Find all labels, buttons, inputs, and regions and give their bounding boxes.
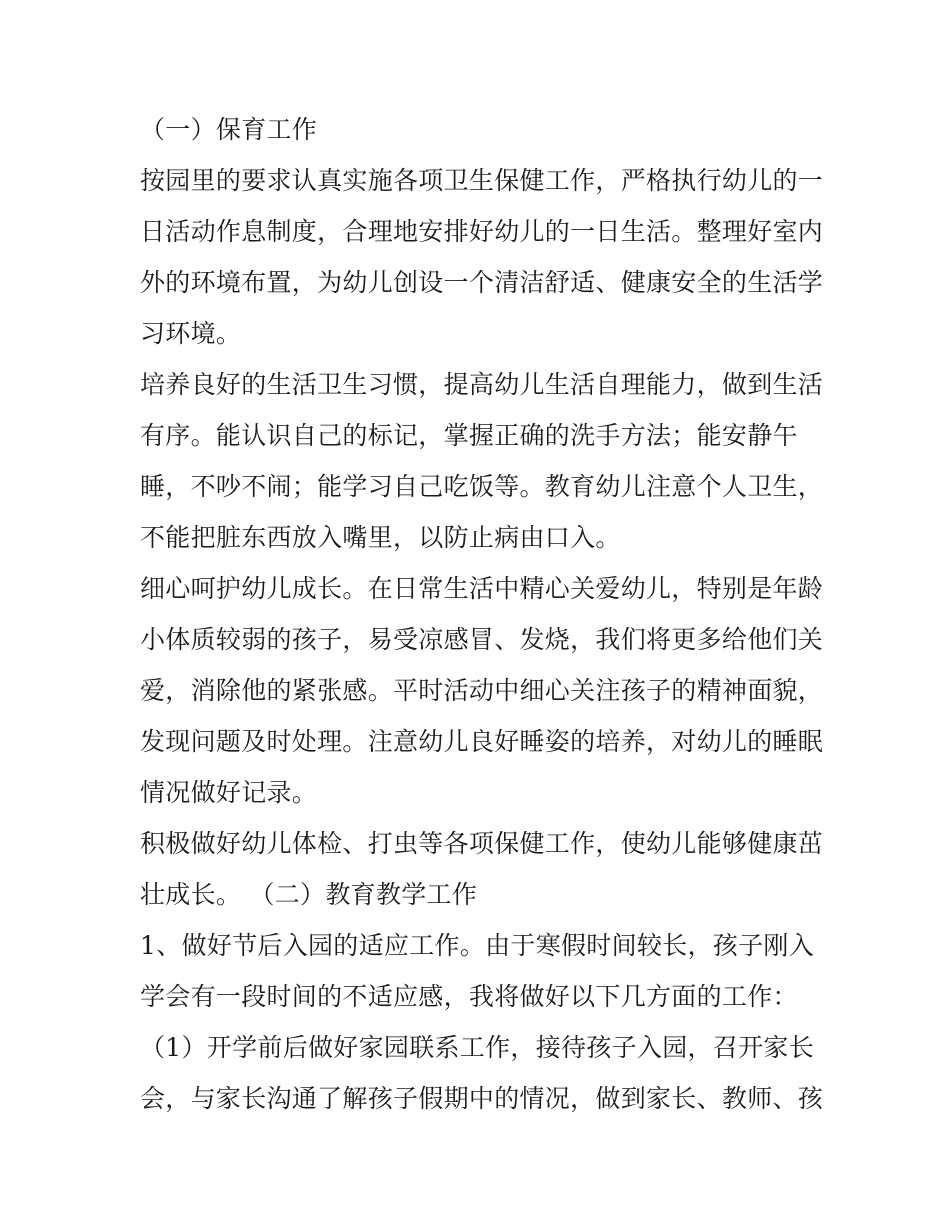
paragraph-line: 1、做好节后入园的适应工作。由于寒假时间较长，孩子刚入: [140, 931, 815, 960]
paragraph-line: 习环境。: [140, 319, 242, 348]
paragraph-line: 情况做好记录。: [140, 778, 318, 807]
paragraph-line: 外的环境布置，为幼儿创设一个清洁舒适、健康安全的生活学: [140, 268, 824, 297]
paragraph-line: 按园里的要求认真实施各项卫生保健工作，严格执行幼儿的一: [140, 166, 824, 195]
paragraph-line: 不能把脏东西放入嘴里，以防止病由口入。: [140, 523, 621, 552]
paragraph-line: 爱，消除他的紧张感。平时活动中细心关注孩子的精神面貌，: [140, 676, 824, 705]
paragraph-line: 日活动作息制度，合理地安排好幼儿的一日生活。整理好室内: [140, 217, 824, 246]
paragraph-line: 有序。能认识自己的标记，掌握正确的洗手方法；能安静午: [140, 421, 798, 450]
paragraph-line: 培养良好的生活卫生习惯，提高幼儿生活自理能力，做到生活: [140, 370, 824, 399]
paragraph-line: 发现问题及时处理。注意幼儿良好睡姿的培养，对幼儿的睡眠: [140, 727, 824, 756]
paragraph-line: 小体质较弱的孩子，易受凉感冒、发烧，我们将更多给他们关: [140, 625, 824, 654]
paragraph-line: 细心呵护幼儿成长。在日常生活中精心关爱幼儿，特别是年龄: [140, 574, 824, 603]
paragraph-line: 学会有一段时间的不适应感，我将做好以下几方面的工作：: [140, 982, 798, 1011]
paragraph-line-with-heading: 壮成长。 （二）教育教学工作: [140, 880, 478, 909]
section-heading-baoyu: （一）保育工作: [140, 115, 318, 144]
paragraph-line: 睡，不吵不闹；能学习自己吃饭等。教育幼儿注意个人卫生，: [140, 472, 824, 501]
paragraph-line: 积极做好幼儿体检、打虫等各项保健工作，使幼儿能够健康茁: [140, 829, 824, 858]
paragraph-line: 会，与家长沟通了解孩子假期中的情况，做到家长、教师、孩: [140, 1084, 824, 1113]
paragraph-line: （1）开学前后做好家园联系工作，接待孩子入园，召开家长: [140, 1033, 815, 1062]
